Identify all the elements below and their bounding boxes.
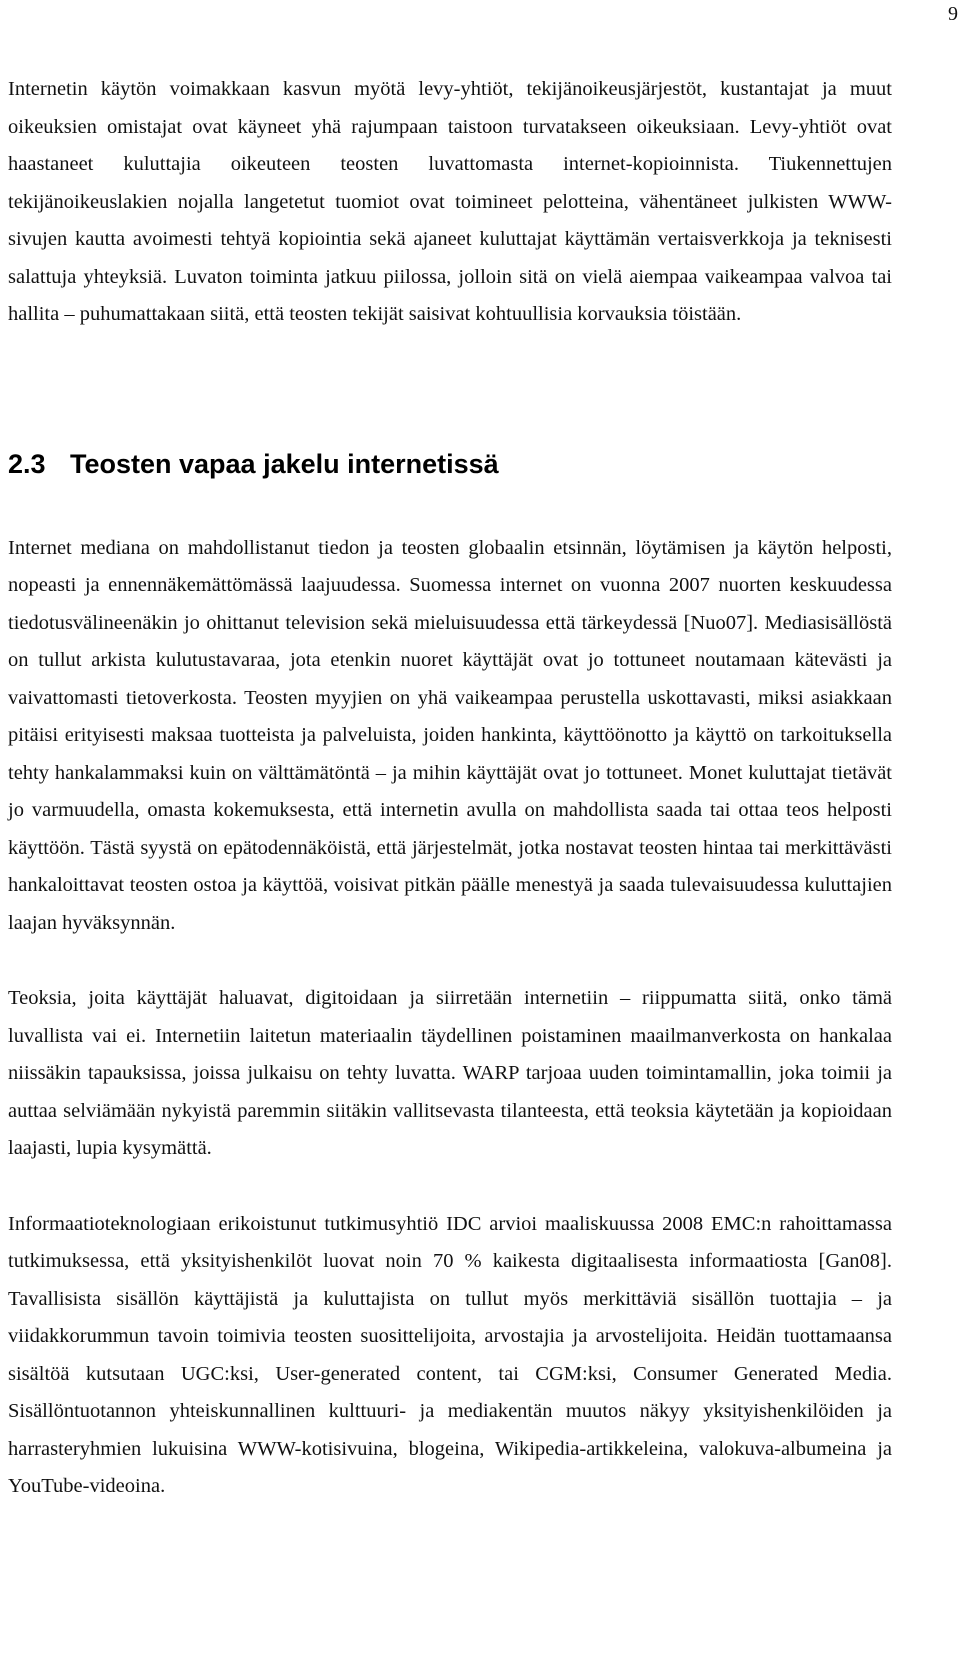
paragraph-user-generated-content: Informaatioteknologiaan erikoistunut tutkimusyhtiö IDC arvioi maaliskuussa 2008 EMC:n rahoittamassa tutkimuksessa, että yksityishenkilöt luovat noin 70 % kaikesta digitaalisesta informaatiosta [Gan08]. Tavallisista sisällön käyttäjistä ja kuluttajista on tullut myös merkittäviä sisällön tuottajia – ja viidakkorummun tavoin toimivia teosten suosittelijoita, arvostajia ja arvostelijoita. Heidän tuottamaansa sisältöä kutsutaan UGC:ksi, User-generated content, tai CGM:ksi, Consumer Generated Media. Sisällöntuotannon yhteiskunnallinen kulttuuri- ja mediakentän muutos näkyy yksityishenkilöiden ja harrasteryhmien lukuisina WWW-kotisivuina, blogeina, Wikipedia-artikkeleina, valokuva-albumeina ja YouTube-videoina. [8, 1212, 892, 1497]
section-heading [8, 444, 892, 484]
paragraph-warp-model: Teoksia, joita käyttäjät haluavat, digitoidaan ja siirretään internetiin – riippumatta siitä, onko tämä luvallista vai ei. Internetiin laitetun materiaalin täydellinen poistaminen maailmanverkosta on hankalaa niissäkin tapauksissa, joissa julkaisu on tehty luvatta. WARP tarjoaa uuden toimintamallin, joka toimii ja auttaa selviämään nykyistä paremmin siitäkin vallitsevasta tilanteesta, että teoksia käytetään ja kopioidaan laajasti, lupia kysymättä. [8, 987, 892, 1159]
page-number: 9 [948, 3, 958, 25]
paragraph-internet-media: Internet mediana on mahdollistanut tiedon ja teosten globaalin etsinnän, löytämisen ja käytön helposti, nopeasti ja ennennäkemättömässä laajuudessa. Suomessa internet on vuonna 2007 nuorten keskuudessa tiedotusvälineenäkin jo ohittanut television sekä mieluisuudessa että tärkeydessä [Nuo07]. Mediasisällöstä on tullut arkista kulutustavaraa, jota etenkin nuoret käyttäjät ovat jo tottuneet noutamaan kätevästi ja vaivattomasti tietoverkosta. Teosten myyjien on yhä vaikeampaa perustella uskottavasti, miksi asiakkaan pitäisi erityisesti maksaa tuotteista ja palveluista, joiden hankinta, käyttöönotto ja käyttö on tarkoituksella tehty hankalammaksi kuin on välttämätöntä – ja mihin käyttäjät ovat jo tottuneet. Monet kuluttajat tietävät jo varmuudella, omasta kokemuksesta, että internetin avulla on mahdollista saada tai ottaa teos helposti käyttöön. Tästä syystä on epätodennäköistä, että järjestelmät, jotka nostavat teosten hintaa tai merkittävästi hankaloittavat teosten ostoa ja käyttöä, voisivat pitkän päälle menestyä ja saada tulevaisuudessa kuluttajien laajan hyväksynnän. [8, 536, 892, 934]
section-title: Teosten vapaa jakelu internetissä [70, 448, 499, 479]
section-number: 2.3 [8, 448, 46, 479]
paragraph-copyright-enforcement: Internetin käytön voimakkaan kasvun myötä levy-yhtiöt, tekijänoikeusjärjestöt, kustantajat ja muut oikeuksien omistajat ovat käyneet yhä rajumpaan taistoon turvatakseen oikeuksiaan. Levy-yhtiöt ovat haastaneet kuluttajia oikeuteen teosten luvattomasta internet-kopioinnista. Tiukennettujen tekijänoikeuslakien nojalla langetetut tuomiot ovat toimineet pelotteina, vähentäneet julkisten WWW-sivujen kautta avoimesti tehtyä kopiointia sekä ajaneet kuluttajat käyttämän vertaisverkkoja ja teknisesti salattuja yhteyksiä. Luvaton toiminta jatkuu piilossa, jolloin sitä on vielä aiempaa vaikeampaa valvoa tai hallita – puhumattakaan siitä, että teosten tekijät saisivat kohtuullisia korvauksia töistään. [8, 78, 892, 325]
document-body [8, 71, 892, 1506]
